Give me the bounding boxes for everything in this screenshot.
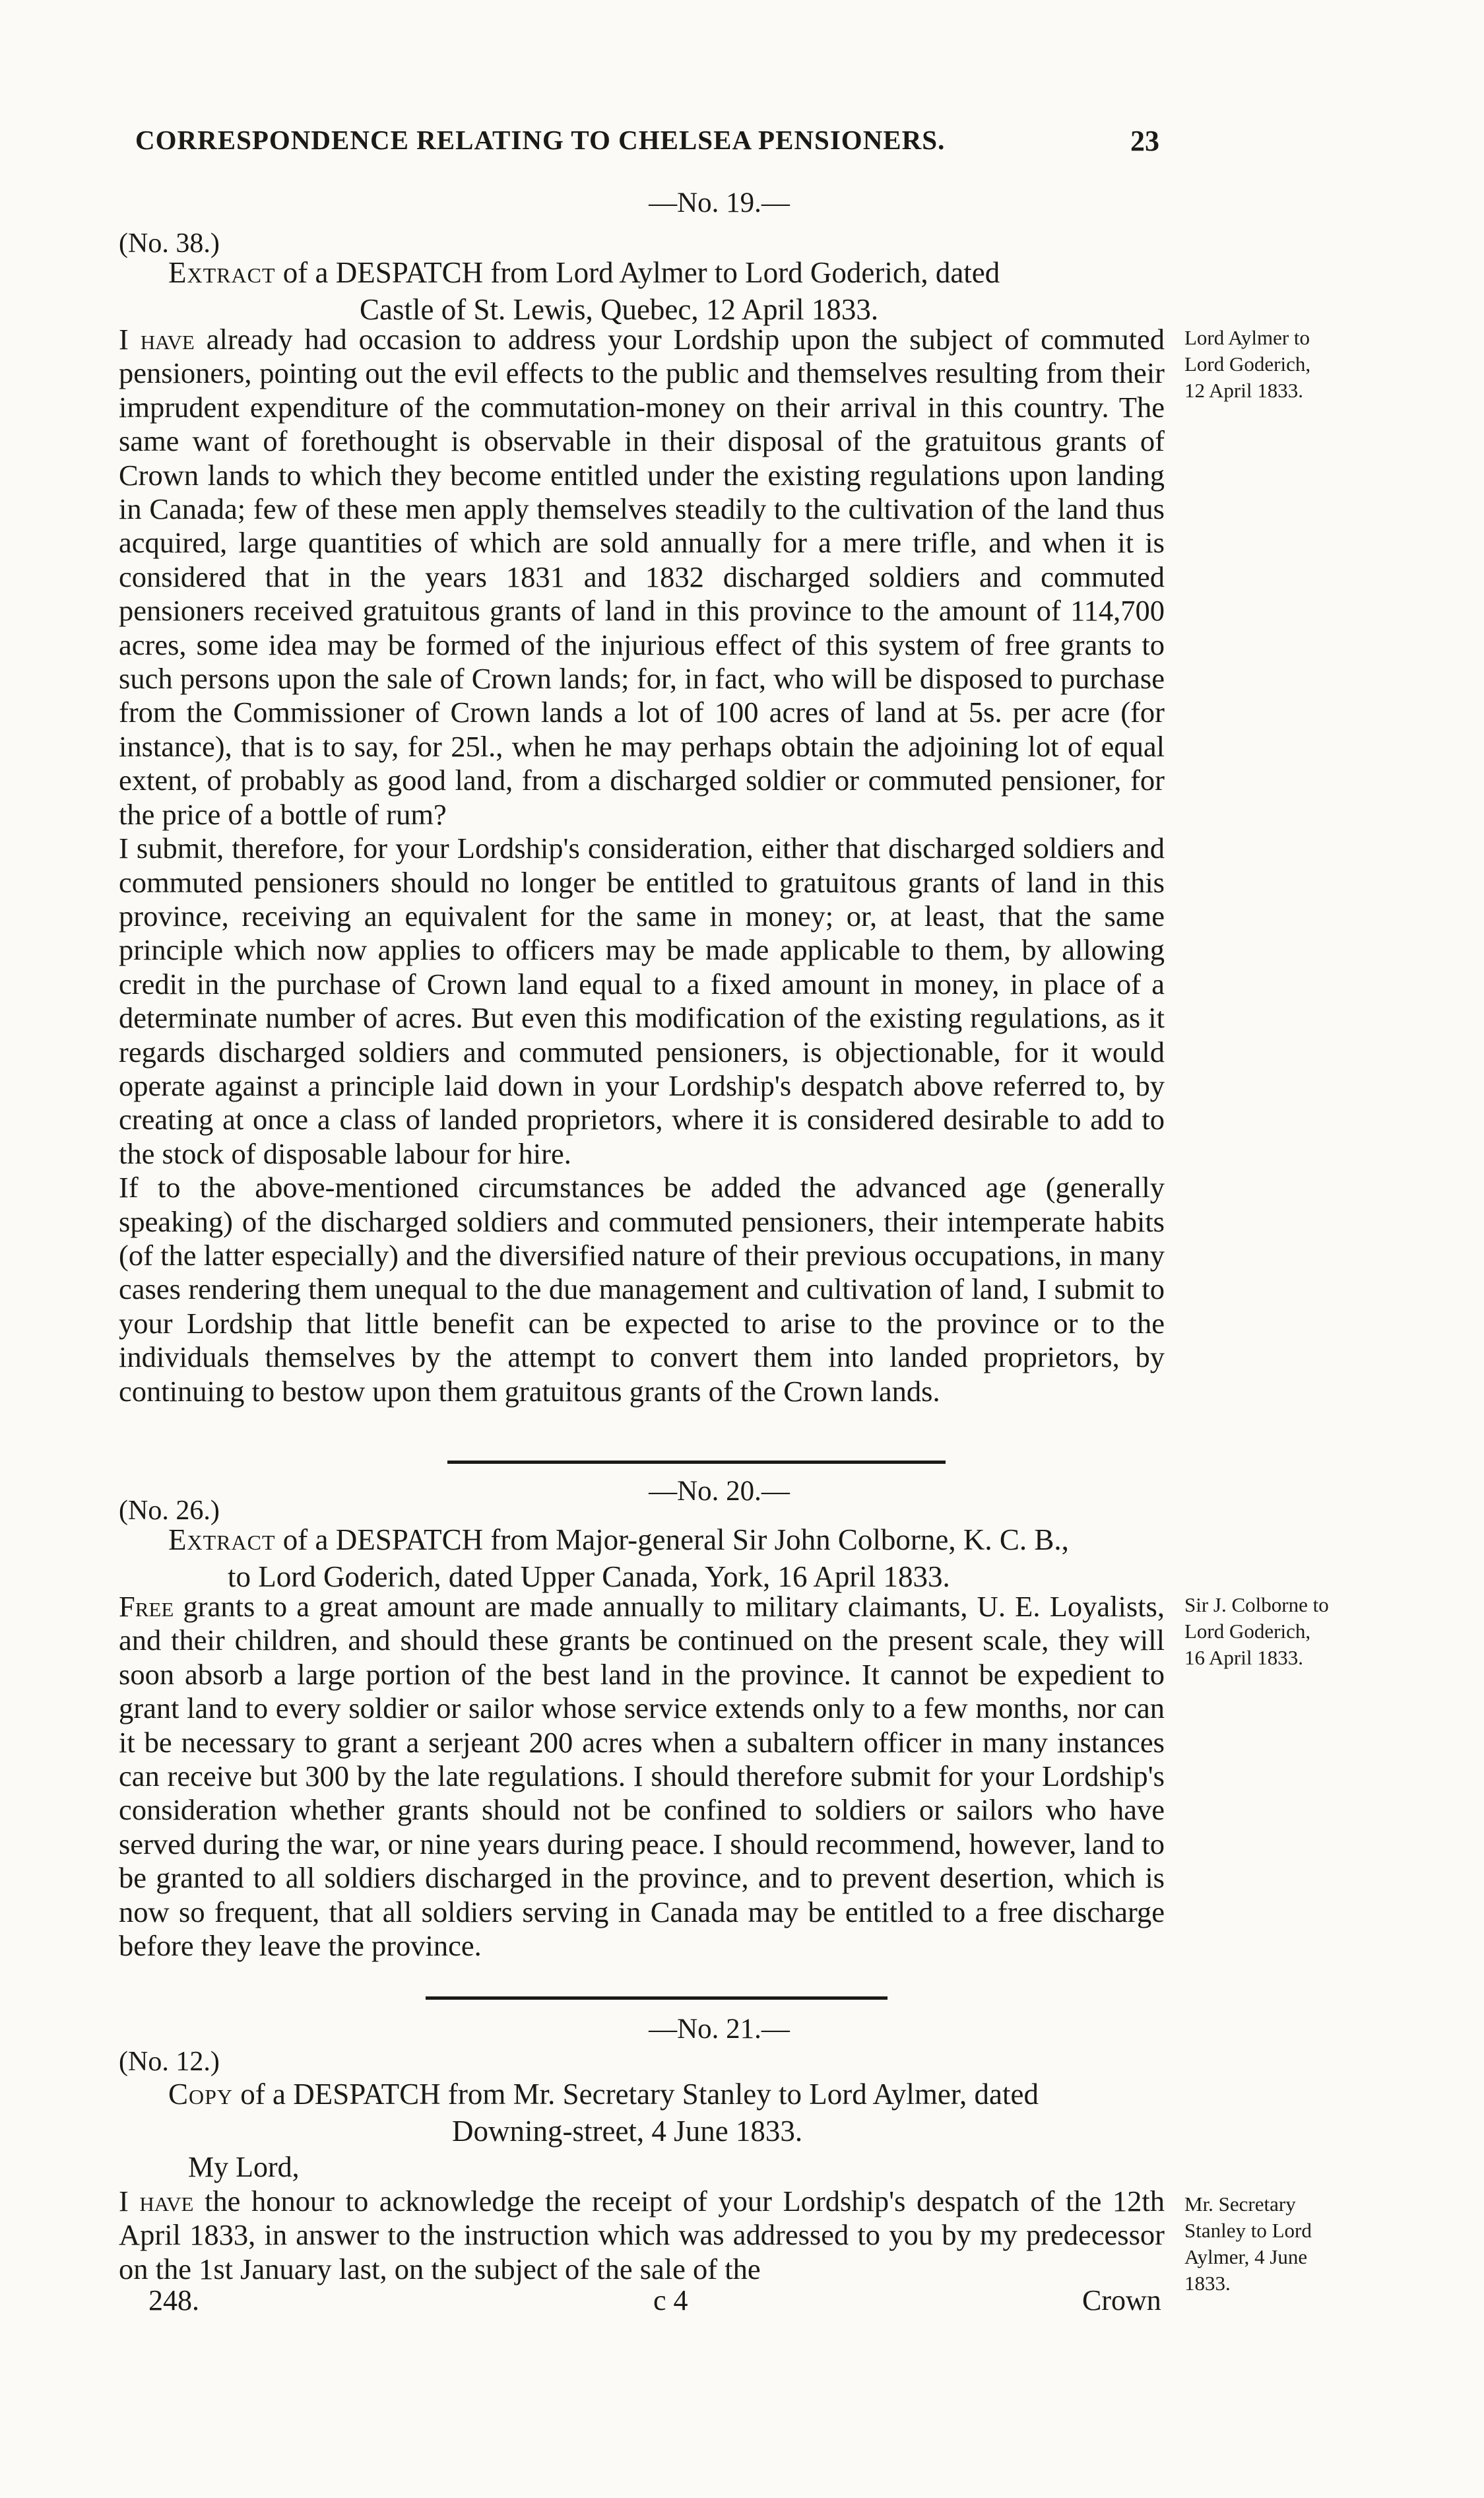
margin-note-line: 1833. [1184,2272,1231,2295]
paragraph-text: the honour to acknowledge the receipt of your Lordship's despatch of the 12th April 1833, in answer to the instruction which was addressed to you by my predecessor on the 1st January last, on the subject of the sale of the [119,2185,1165,2285]
despatch-reference: (No. 38.) [119,228,220,259]
margin-note [1184,1592,1382,1671]
entry-number: —No. 21.— [649,2014,790,2045]
heading-line-2: Downing-street, 4 June 1833. [452,2115,803,2148]
margin-note-line: Aylmer, 4 June [1184,2245,1308,2268]
margin-note-line: Mr. Secretary [1184,2192,1296,2216]
paragraph: I submit, therefore, for your Lordship's consideration, either that discharged soldiers and commuted pensioners should no longer be entitled to gratuitous grants of land in this province, receiving an equivalent for the same in money; or, at least, that the same principle which now applies to officers may be made applicable to them, by allowing credit in the purchase of Crown land equal to a fixed amount in money, in place of a determinate number of acres. But even this modification of the existing regulations, as it regards discharged soldiers and commuted pensioners, is objectionable, for it would operate against a principle laid down in your Lordship's despatch above referred to, by creating at once a class of landed proprietors, where it is considered desirable to add to the stock of disposable labour for hire. [119,832,1165,1170]
heading-line-2: to Lord Goderich, dated Upper Canada, York, 16 April 1833. [228,1560,950,1593]
despatch-reference: (No. 12.) [119,2047,220,2077]
despatch-body [119,2185,1165,2290]
despatch-heading [168,254,1000,328]
heading-line-1: of a DESPATCH from Lord Aylmer to Lord Goderich, dated [275,256,1000,289]
paragraph-lead: Free [119,1590,174,1623]
heading-line-2: Castle of St. Lewis, Quebec, 12 April 1833. [360,293,879,326]
margin-note-line: Sir J. Colborne to [1184,1593,1329,1616]
sheet-mark: c 4 [653,2284,688,2317]
entry-number: —No. 20.— [649,1476,790,1507]
paragraph-text: already had occasion to address your Lordship upon the subject of commuted pensioners, pointing out the evil effects to the public and themselves resulting from their imprudent expenditure of the commutation-money on their arrival in this country. The same want of forethought is observable in their disposal of the gratuitous grants of Crown lands to which they become entitled under the existing regulations upon landing in Canada; few of these men apply themselves steadily to the cultivation of the land thus acquired, large quantities of which are sold annually for a mere trifle, and when it is considered that in the years 1831 and 1832 discharged soldiers and commuted pensioners received gratuitous grants of land in this province to the amount of 114,700 acres, some idea may be formed of the injurious effect of this system of free grants to such persons upon the sale of Crown lands; for, in fact, who will be disposed to purchase from the Commissioner of Crown lands a lot of 100 acres of land at 5s. per acre (for instance), that is to say, for 25l., when he may perhaps obtain the adjoining lot of equal extent, of probably as good land, from a discharged soldier or commuted pensioner, for the price of a bottle of rum? [119,323,1165,831]
entry-number: —No. 19.— [649,187,790,218]
despatch-body [119,323,1165,1408]
paragraph [119,1590,1165,1963]
paragraph-lead: I have [119,323,195,356]
signature-mark: 248. [148,2284,199,2317]
heading-lead: Extract [168,256,276,289]
heading-line-1: of a DESPATCH from Major-general Sir John Colborne, K. C. B., [275,1523,1069,1556]
heading-lead: Extract [168,1523,276,1556]
salutation: My Lord, [188,2151,300,2183]
section-rule [426,1996,887,2000]
paragraph-lead: I have [119,2185,194,2218]
margin-note [1184,325,1382,404]
page-number: 23 [1130,125,1159,157]
despatch-reference: (No. 26.) [119,1496,220,1526]
paragraph-text: grants to a great amount are made annually to military claimants, U. E. Loyalists, and their children, and should these grants be continued on the present scale, they will soon absorb a large portion of the best land in the province. It cannot be expedient to grant land to every soldier or sailor whose service extends only to a few months, nor can it be necessary to grant a serjeant 200 acres when a subaltern officer in many instances can receive but 300 by the late regulations. I should therefore submit for your Lordship's consideration whether grants should not be confined to soldiers or sailors who have served during the war, or nine years during peace. I should recommend, however, land to be granted to all soldiers discharged in the province, and to prevent desertion, which is now so frequent, that all soldiers serving in Canada may be entitled to a free discharge before they leave the province. [119,1590,1165,1963]
paragraph [119,2185,1165,2286]
catchword: Crown [1082,2284,1161,2317]
margin-note [1184,2191,1382,2297]
margin-note-line: Lord Goderich, [1184,1620,1311,1643]
margin-note-line: Lord Goderich, [1184,352,1311,376]
paragraph: If to the above-mentioned circumstances be added the advanced age (generally speaking) of the discharged soldiers and commuted pensioners, their intemperate habits (of the latter especially) and the diversified nature of their previous occupations, in many cases rendering them unequal to the due management and cultivation of land, I submit to your Lordship that little benefit can be expected to arise to the province or to the individuals themselves by the attempt to convert them into landed proprietors, by continuing to bestow upon them gratuitous grants of the Crown lands. [119,1171,1165,1408]
running-head: CORRESPONDENCE RELATING TO CHELSEA PENSIONERS. [135,125,946,155]
heading-lead: Copy [168,2078,234,2111]
margin-note-line: 12 April 1833. [1184,379,1303,402]
margin-note-line: 16 April 1833. [1184,1646,1303,1669]
margin-note-line: Lord Aylmer to [1184,326,1310,349]
paragraph [119,323,1165,832]
section-rule [447,1461,946,1464]
despatch-heading [168,1521,1069,1595]
despatch-body [119,1590,1165,1963]
margin-note-line: Stanley to Lord [1184,2219,1312,2242]
despatch-heading [168,2076,1039,2150]
heading-line-1: of a DESPATCH from Mr. Secretary Stanley to Lord Aylmer, dated [233,2078,1039,2111]
